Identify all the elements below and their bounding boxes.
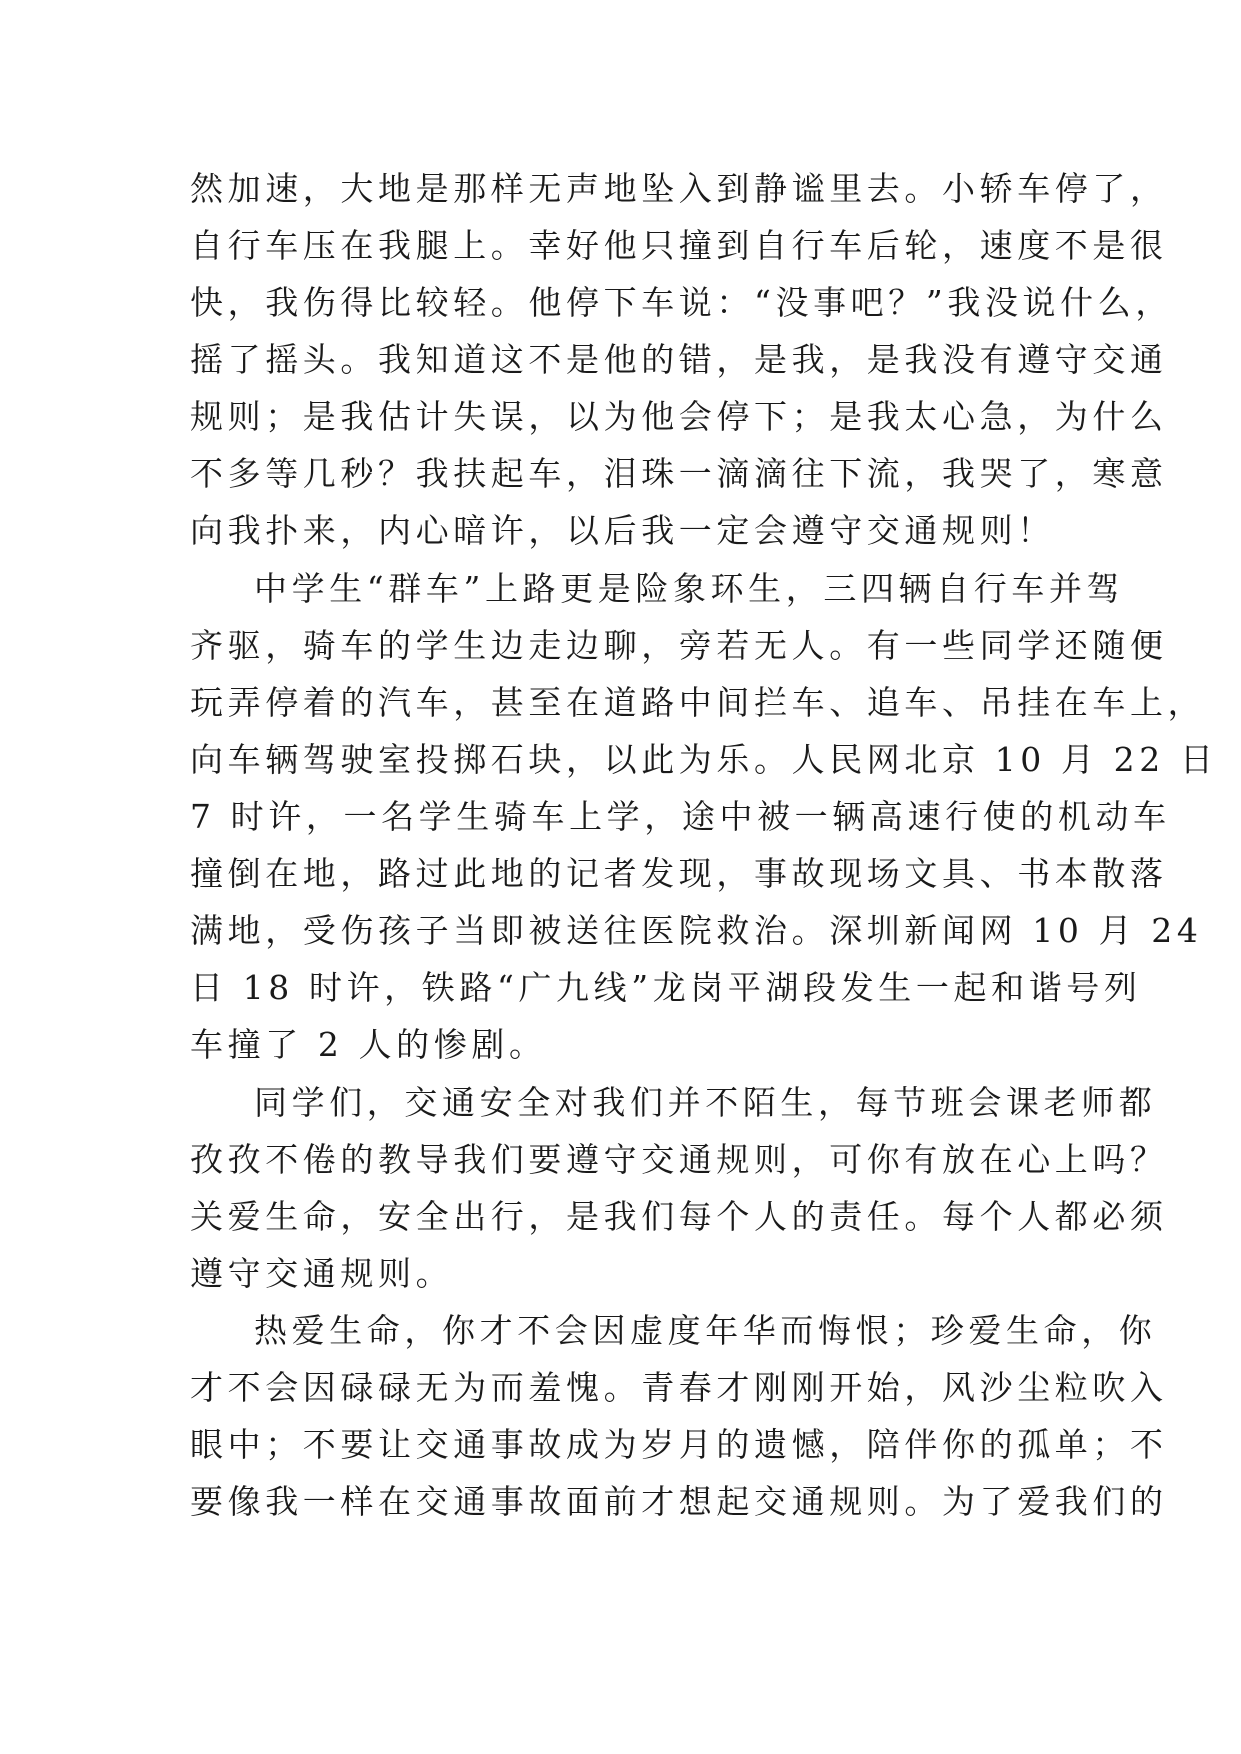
text-line: 才不会因碌碌无为而羞愧。青春才刚刚开始，风沙尘粒吹入 — [190, 1368, 1168, 1407]
text-line: 向我扑来，内心暗许，以后我一定会遵守交通规则！ — [190, 511, 1055, 550]
text-line: 不多等几秒？我扶起车，泪珠一滴滴往下流，我哭了，寒意 — [190, 454, 1168, 493]
text-line: 撞倒在地，路过此地的记者发现，事故现场文具、书本散落 — [190, 854, 1168, 893]
text-line: 车撞了 2 人的惨剧。 — [190, 1025, 547, 1064]
text-line: 规则；是我估计失误，以为他会停下；是我太心急，为什么 — [190, 397, 1168, 436]
text-line: 关爱生命，安全出行，是我们每个人的责任。每个人都必须 — [190, 1197, 1168, 1236]
text-line: 自行车压在我腿上。幸好他只撞到自行车后轮，速度不是很 — [190, 226, 1168, 265]
paragraph-first-line: 热爱生命，你才不会因虚度年华而悔恨；珍爱生命，你 — [254, 1311, 1157, 1350]
text-line: 快，我伤得比较轻。他停下车说：“没事吧？”我没说什么， — [190, 283, 1173, 322]
text-line: 摇了摇头。我知道这不是他的错，是我，是我没有遵守交通 — [190, 340, 1168, 379]
text-line: 日 18 时许，铁路“广九线”龙岗平湖段发生一起和谐号列 — [190, 968, 1142, 1007]
text-line: 遵守交通规则。 — [190, 1254, 454, 1293]
text-line: 齐驱，骑车的学生边走边聊，旁若无人。有一些同学还随便 — [190, 626, 1168, 665]
text-line: 7 时许，一名学生骑车上学，途中被一辆高速行使的机动车 — [190, 797, 1171, 836]
paragraph-first-line: 中学生“群车”上路更是险象环生，三四辆自行车并驾 — [254, 569, 1125, 608]
text-line: 向车辆驾驶室投掷石块，以此为乐。人民网北京 10 月 22 日 — [190, 740, 1218, 779]
text-line: 玩弄停着的汽车，甚至在道路中间拦车、追车、吊挂在车上， — [190, 683, 1206, 722]
text-line: 要像我一样在交通事故面前才想起交通规则。为了爱我们的 — [190, 1482, 1168, 1521]
paragraph-first-line: 同学们，交通安全对我们并不陌生，每节班会课老师都 — [254, 1083, 1157, 1122]
text-line: 眼中；不要让交通事故成为岁月的遗憾，陪伴你的孤单；不 — [190, 1425, 1168, 1464]
text-line: 孜孜不倦的教导我们要遵守交通规则，可你有放在心上吗？ — [190, 1140, 1168, 1179]
text-line: 满地，受伤孩子当即被送往医院救治。深圳新闻网 10 月 24 — [190, 911, 1203, 950]
text-line: 然加速，大地是那样无声地坠入到静谧里去。小轿车停了， — [190, 169, 1168, 208]
